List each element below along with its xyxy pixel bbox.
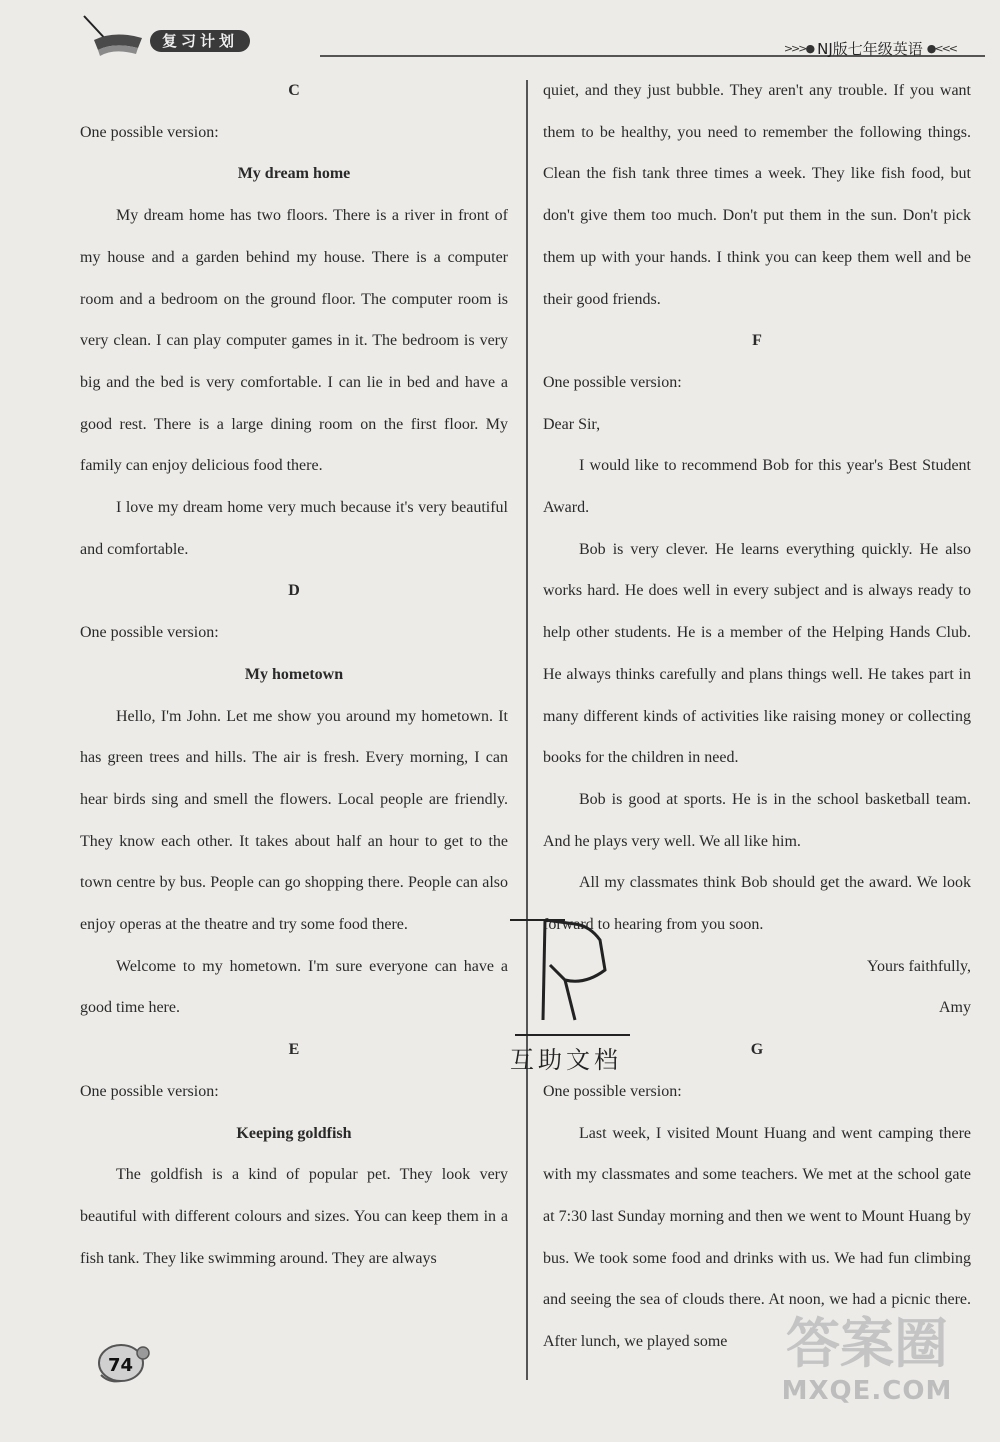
letter-closing: Yours faithfully, [866,957,971,975]
watermark-main: 答案圈 [786,1312,948,1375]
paragraph: The goldfish is a kind of popular pet. They look very beautiful with different colours and sizes. You can keep them in a fish tank. They like swimming around. They are always [80,1166,508,1267]
section-label: G [750,1041,764,1059]
section-label: F [752,332,762,350]
section-label: C [288,82,300,99]
site-watermark [762,1312,972,1422]
page-number: 74 [108,1355,134,1376]
watermark-url: MXQE.COM [781,1376,953,1406]
essay-title: My dream home [237,165,351,183]
paragraph: One possible version: [80,123,219,141]
column-divider [526,80,528,1380]
paragraph: Bob is very clever. He learns everything quickly. He also works hard. He does well in every subject and is always ready to help other students. He is a member of the Helping Hands Club. He always thinks carefully and plans things well. He takes part in many different kinds of activities like raising money or collecting books for the children in need. [543,540,971,767]
stamp-text: 互助文档 [510,1046,622,1074]
section-label: E [288,1041,300,1059]
left-column [80,70,508,1279]
paragraph: I would like to recommend Bob for this year's Best Student Award. [543,457,971,517]
paragraph: One possible version: [80,624,219,642]
paragraph: quiet, and they just bubble. They aren't any trouble. If you want them to be healthy, you need to remember the following things. Clean the fish tank three times a week. They like fish food, but don't give them too much. Don't put them in the sun. Don't pick them up with your hands. I think you can keep them well and be their good friends. [543,82,971,308]
paragraph: Dear Sir, [543,415,601,433]
essay-title: Keeping goldfish [236,1124,352,1142]
letter-closing: Amy [939,999,971,1017]
paragraph: One possible version: [80,1082,219,1100]
paragraph: One possible version: [543,1082,682,1100]
paragraph: All my classmates think Bob should get the award. We look forward to hearing from you soon. [543,874,971,934]
paragraph: One possible version: [543,373,682,391]
paragraph: Hello, I'm John. Let me show you around my hometown. It has green trees and hills. The air is fresh. Every morning, I can hear birds sing and smell the flowers. Local people are friendly. They know each other. It takes about half an hour to get to the town centre by bus. People can go shopping there. People can also enjoy operas at the theatre and try some food there. [80,707,508,934]
paragraph: Last week, I visited Mount Huang and went camping there with my classmates and some teachers. We met at the school gate at 7:30 last Sunday morning and then we went to Mount Huang by bus. We took some food and drinks with us. We had fun climbing and seeing the sea of clouds there. At noon, we had a picnic there. After lunch, we played some [543,1124,971,1351]
paragraph: My dream home has two floors. There is a river in front of my house and a garden behind my house. There is a computer room and a bedroom on the ground floor. The computer room is very clean. I can play computer games in it. The bedroom is very big and the bed is very comfortable. I can lie in bed and have a good rest. There is a large dining room on the first floor. My family can enjoy delicious food there. [80,207,508,475]
section-label: D [288,582,300,600]
deco-arrows-left: >>>● [783,42,814,55]
header-subject [784,38,956,59]
stamp-flag-drawing [505,910,635,1050]
header-subject-text: NJ版七年级英语 [817,40,923,58]
book-pen-icon [80,14,150,58]
paragraph: Welcome to my hometown. I'm sure everyone can have a good time here. [80,957,508,1017]
deco-arrows-right: ●<<< [926,42,956,55]
paragraph: Bob is good at sports. He is in the school basketball team. And he plays very well. We all like him. [543,790,971,850]
essay-title: My hometown [244,665,344,683]
header-title: 复习计划 [150,30,250,52]
right-column [543,70,971,1363]
page-header [0,0,1000,62]
paragraph: I love my dream home very much because it's very beautiful and comfortable. [80,499,508,558]
